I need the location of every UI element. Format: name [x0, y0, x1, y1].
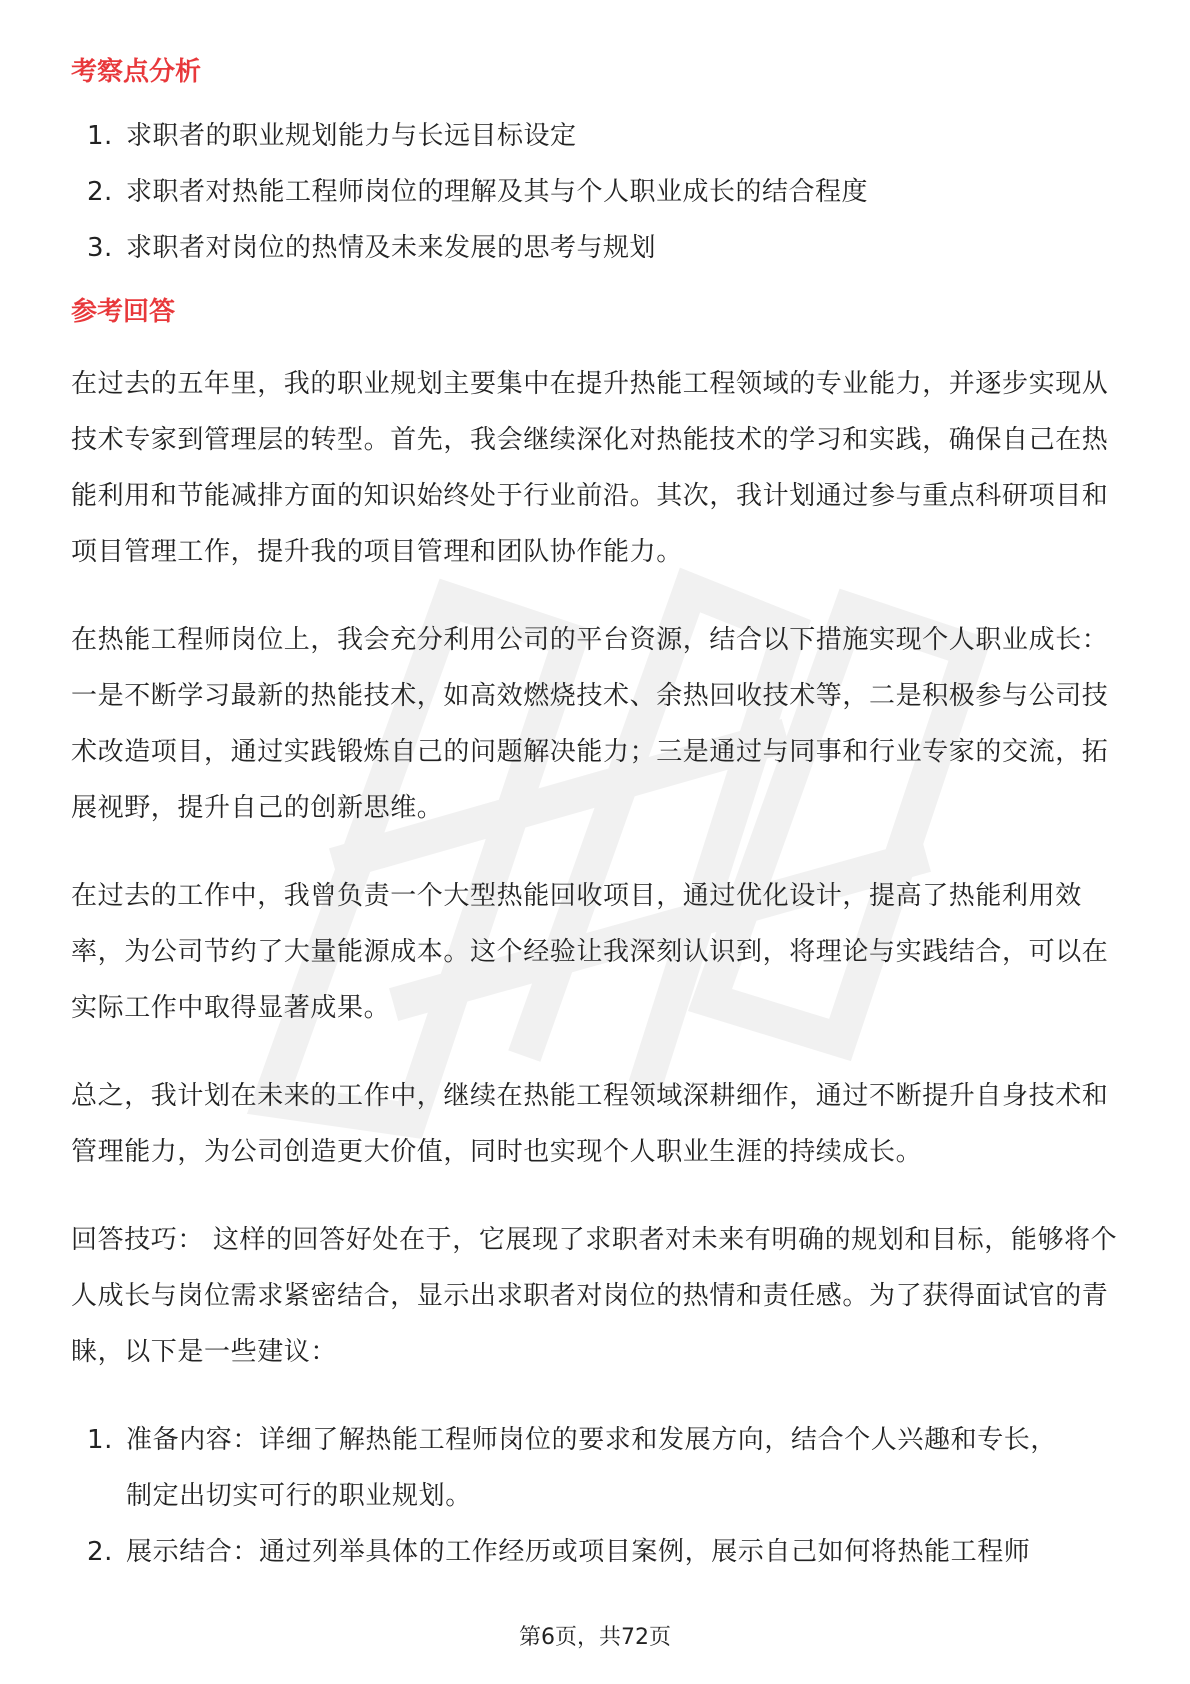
answer-paragraph: 在过去的工作中，我曾负责一个大型热能回收项目，通过优化设计，提高了热能利用效率，为公司节约了大量能源成本。这个经验让我深刻认识到，将理论与实践结合，可以在实际工作中取得显著成果。 [71, 881, 1109, 1023]
analysis-heading: 考察点分析 [71, 57, 202, 87]
list-number: 1. [87, 1425, 114, 1455]
list-item-text: 求职者的职业规划能力与长远目标设定 [126, 121, 577, 151]
list-item [71, 108, 1121, 164]
list-item-text: 求职者对热能工程师岗位的理解及其与个人职业成长的结合程度 [126, 177, 869, 207]
list-item [71, 164, 1121, 220]
list-number: 3. [87, 233, 113, 263]
page-content [71, 50, 1121, 1580]
list-item-text: 展示结合：通过列举具体的工作经历或项目案例，展示自己如何将热能工程师 [126, 1537, 1031, 1567]
answer-paragraph: 在热能工程师岗位上，我会充分利用公司的平台资源，结合以下措施实现个人职业成长：一是不断学习最新的热能技术，如高效燃烧技术、余热回收技术等，二是积极参与公司技术改造项目，通过实践锻炼自己的问题解决能力；三是通过与同事和行业专家的交流，拓展视野，提升自己的创新思维。 [71, 625, 1109, 823]
list-item-text: 准备内容：详细了解热能工程师岗位的要求和发展方向，结合个人兴趣和专长，制定出切实可行的职业规划。 [126, 1425, 1058, 1511]
list-item [71, 220, 1121, 276]
list-item [71, 1524, 1121, 1580]
tips-list [71, 1412, 1121, 1580]
list-number: 1. [87, 121, 113, 151]
list-number: 2. [87, 177, 113, 207]
answer-paragraph: 总之，我计划在未来的工作中，继续在热能工程领域深耕细作，通过不断提升自身技术和管理能力，为公司创造更大价值，同时也实现个人职业生涯的持续成长。 [71, 1081, 1109, 1167]
page-footer: 第6页，共72页 [519, 1625, 671, 1650]
list-item-text: 求职者对岗位的热情及未来发展的思考与规划 [126, 233, 657, 263]
list-number: 2. [87, 1537, 114, 1567]
list-item [71, 1412, 1121, 1524]
answer-paragraph: 在过去的五年里，我的职业规划主要集中在提升热能工程领域的专业能力，并逐步实现从技术专家到管理层的转型。首先，我会继续深化对热能技术的学习和实践，确保自己在热能利用和节能减排方面的知识始终处于行业前沿。其次，我计划通过参与重点科研项目和项目管理工作，提升我的项目管理和团队协作能力。 [71, 369, 1109, 567]
answer-heading: 参考回答 [71, 297, 176, 327]
analysis-points-list [71, 108, 1121, 276]
tips-intro-paragraph: 回答技巧： 这样的回答好处在于，它展现了求职者对未来有明确的规划和目标，能够将个人成长与岗位需求紧密结合，显示出求职者对岗位的热情和责任感。为了获得面试官的青睐，以下是一些建议： [71, 1225, 1118, 1367]
